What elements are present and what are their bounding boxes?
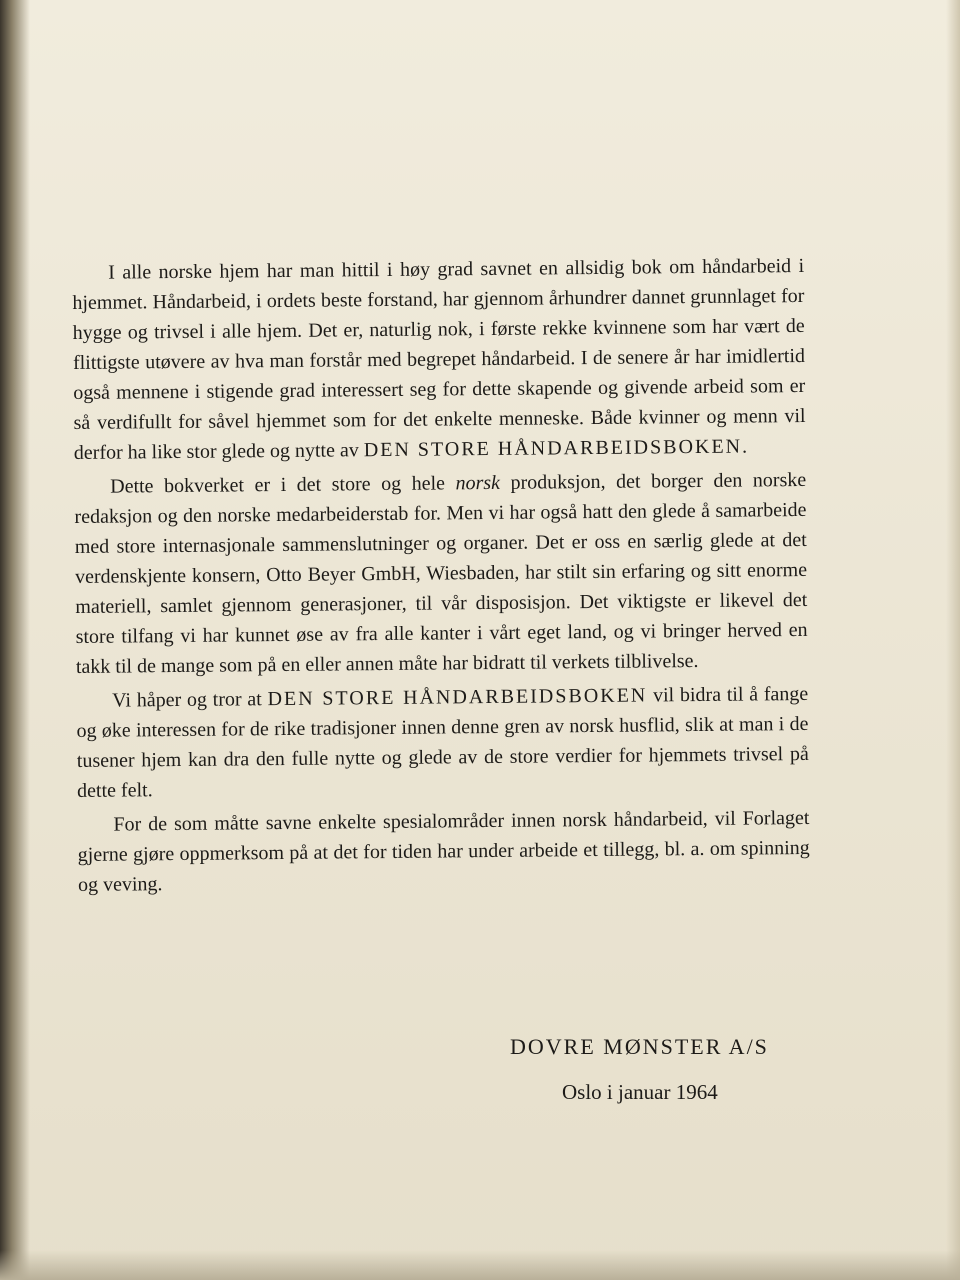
book-title-caps: DEN STORE HÅNDARBEIDSBOKEN [267,684,648,711]
paragraph-1-end: . [741,435,748,458]
paragraph-3 [76,679,809,806]
paragraph-2-text: Dette bokverket er i det store og hele [110,472,456,498]
paragraph-4: For de som måtte savne enkelte spesialområder innen norsk håndarbeid, vil Forlaget gjerne gjøre oppmerksom på at det for tiden har under arbeide et tillegg, bl. a. om spinning og veving. [77,806,810,896]
paragraph-2 [74,465,808,682]
paragraph-3-end: vil bidra til å fange og øke interessen for de rike tradisjoner innen denne gren av norsk husflid, slik at man i de tusener hjem kan dra den fulle nytte og glede av de store verdier for hjemmets trivsel på dette felt. [76,682,809,802]
page-gutter-shadow [0,0,30,1280]
page-bottom-shadow [0,1250,960,1280]
paragraph-1 [72,251,806,468]
page-edge [946,0,960,1280]
paragraph-3-text: Vi håper og tror at [112,688,268,712]
book-title-caps: DEN STORE HÅNDARBEIDSBOKEN [363,435,743,462]
preface-text [72,251,810,904]
paragraph-2-end: produksjon, det borger den norske redaksjon og den norske medarbeiderstab for. Men vi har også hatt den glede å samarbeide med store internasjonale sammenslutninger og organer. Det er oss en særlig glede at det verdenskjente konsern, Otto Beyer GmbH, Wiesbaden, har stilt sin erfaring og sitt enorme materiell, samlet gjennom generasjoner, til vår disposisjon. Det viktigste er likevel det store tilfang vi har kunnet øse av fra alle kanter i vårt eget land, og vi bringer herved en takk til de mange som på en eller annen måte har bidratt til verkets tilblivelse. [74,468,808,678]
italic-word: norsk [455,471,501,495]
publisher-signature: DOVRE MØNSTER A/S [510,1034,769,1059]
dateline: Oslo i januar 1964 [562,1080,718,1104]
paragraph-1-text: I alle norske hjem har man hittil i høy grad savnet en allsidig bok om håndarbeid i hjemmet. Håndarbeid, i ordets beste forstand, har gjennom århundrer dannet grunnlaget for hygge og trivsel i alle hjem. Det er, naturlig nok, i første rekke kvinnene som har vært de flittigste utøvere av hva man forstår med begrepet håndarbeid. I de senere år har imidlertid også mennene i stigende grad interessert seg for dette skapende og givende arbeid som er så verdifullt for såvel hjemmet som for det enkelte menneske. Både kvinner og menn vil derfor ha like stor glede og nytte av [72,254,806,464]
